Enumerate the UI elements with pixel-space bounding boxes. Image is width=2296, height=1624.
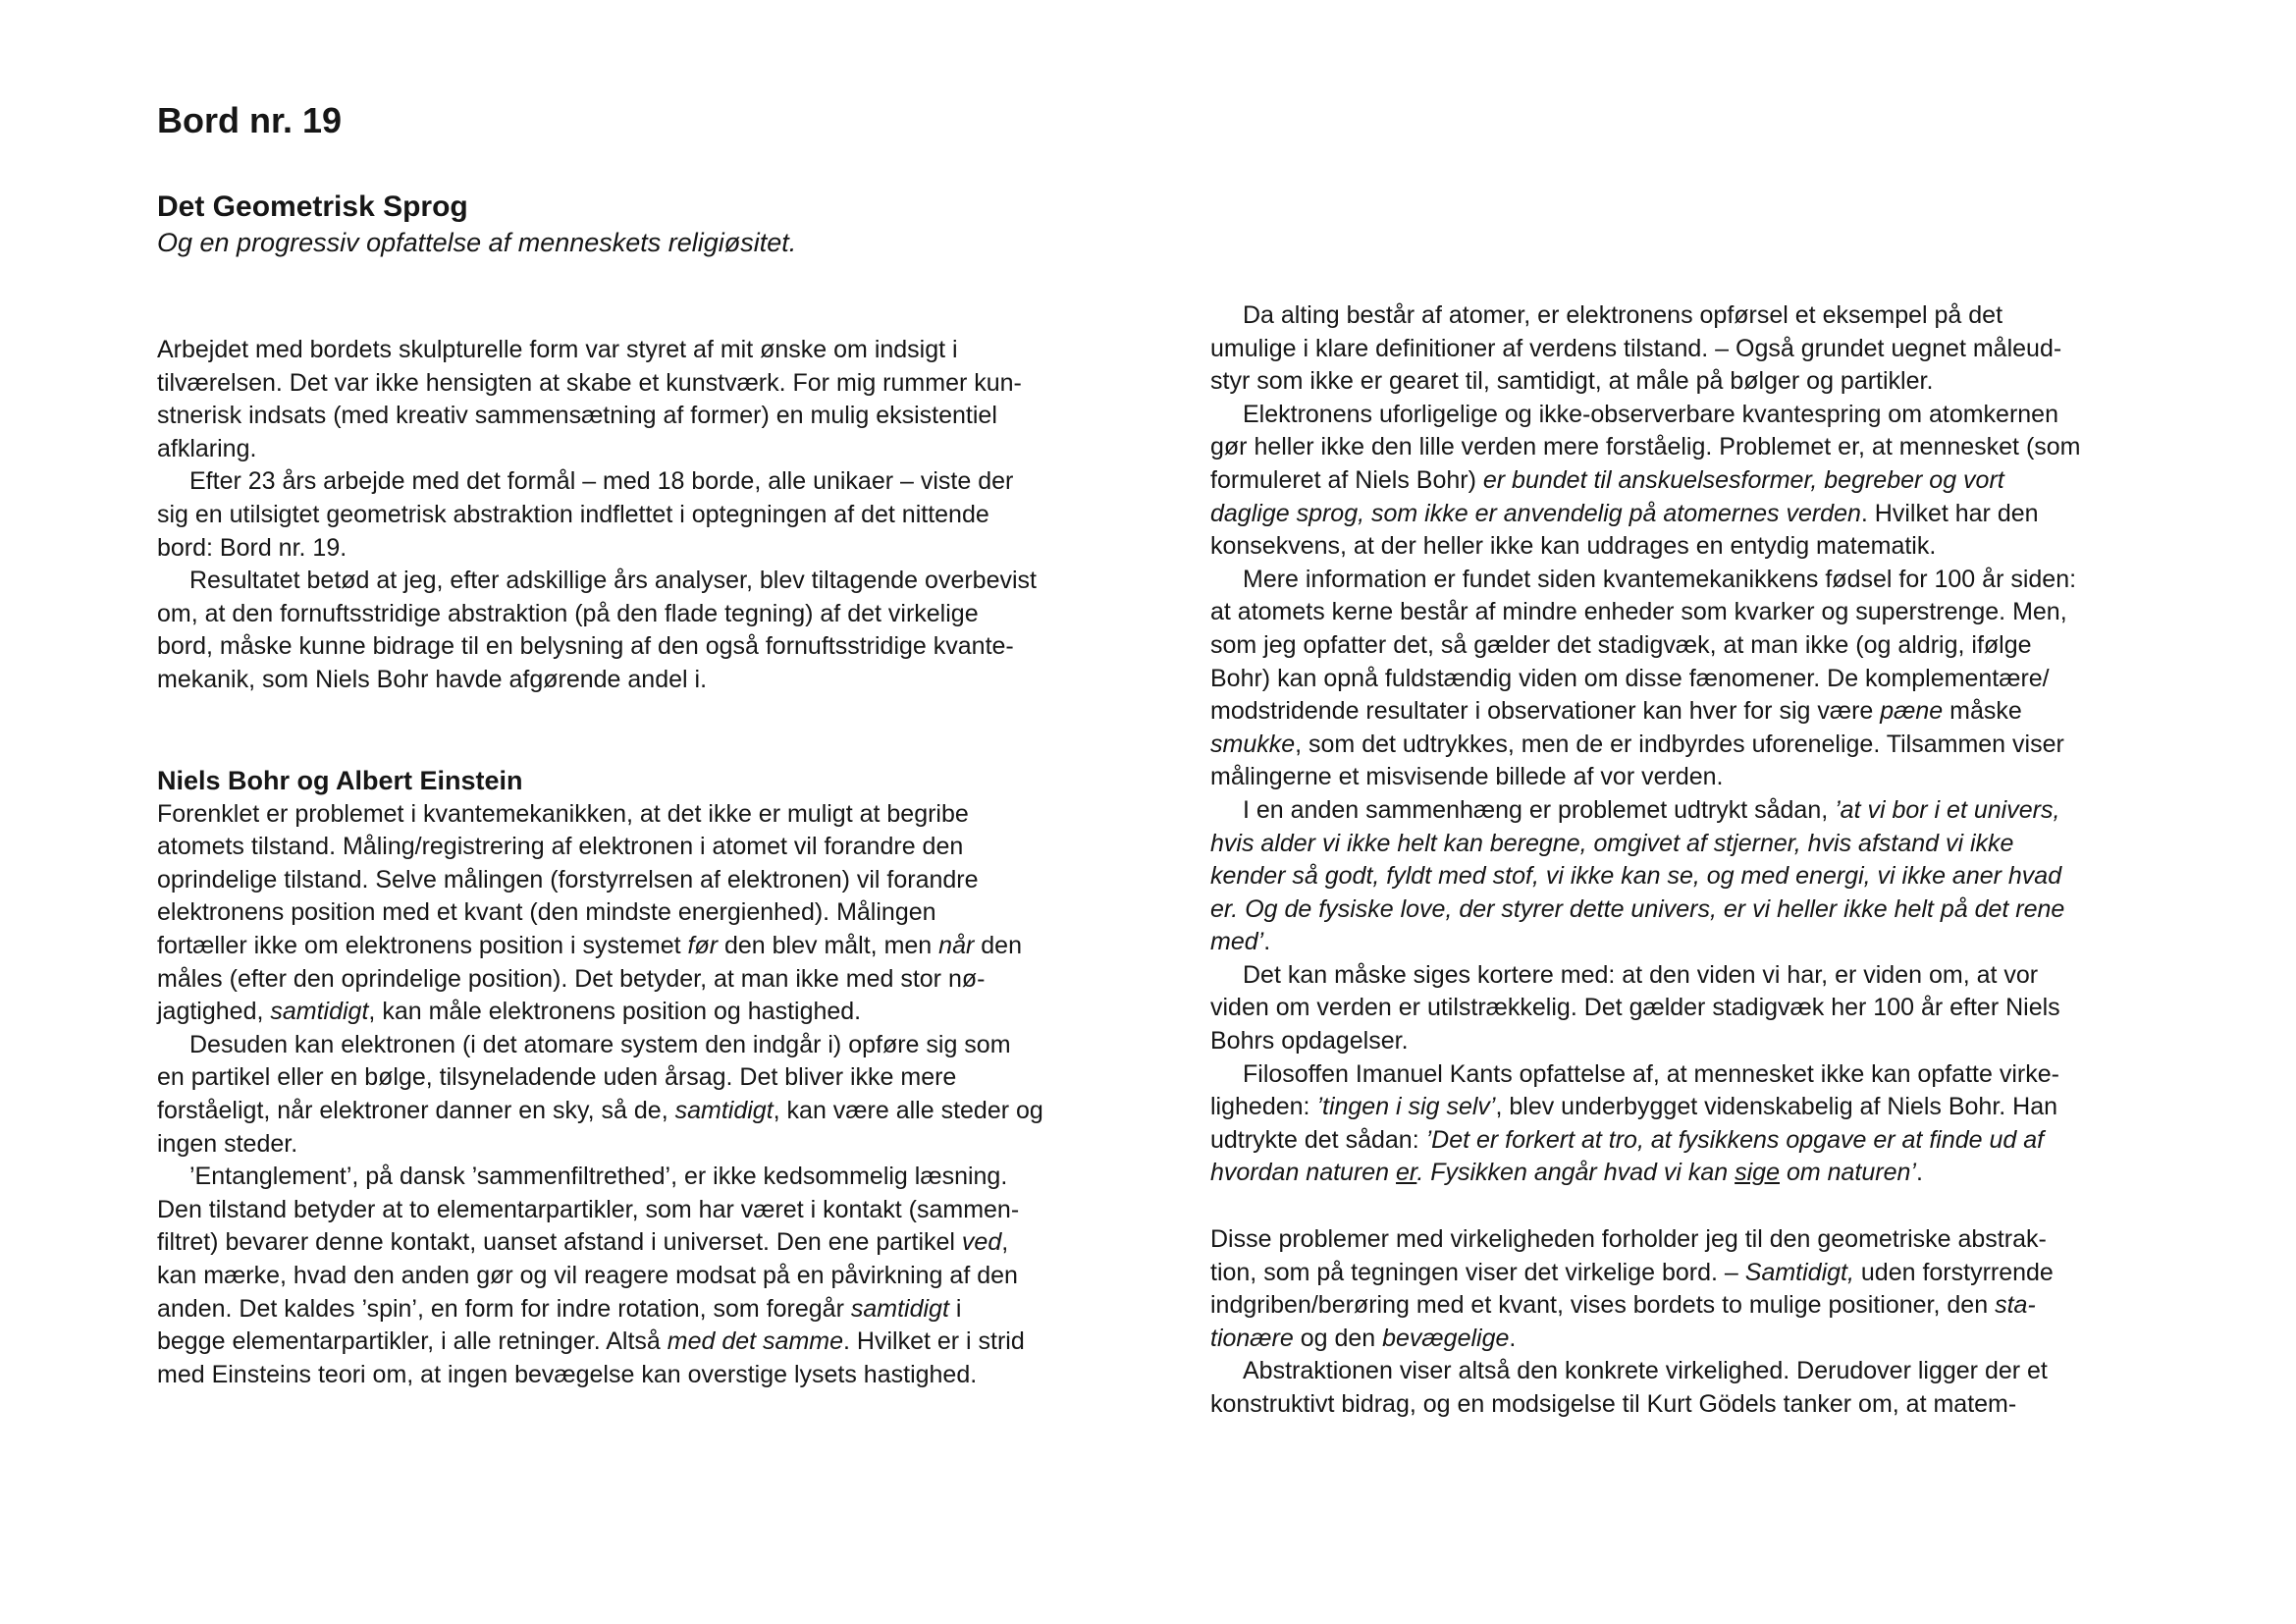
text-segment: formuleret af Niels Bohr) xyxy=(1210,465,1483,494)
text-segment: , kan måle elektronens position og hastighed. xyxy=(368,998,862,1026)
text-line xyxy=(1210,828,2182,861)
text-line xyxy=(1210,399,2182,432)
text-segment: bord: Bord nr. 19. xyxy=(157,533,347,562)
text-segment: gør heller ikke den lille verden mere forståelig. Problemet er, at mennesket (som xyxy=(1210,433,2081,461)
text-line xyxy=(157,664,1129,697)
text-segment: kan mærke, hvad den anden gør og vil reagere modsat på en påvirkning af den xyxy=(157,1261,1018,1289)
text-segment: måske xyxy=(1943,697,2022,726)
text-segment: afklaring. xyxy=(157,434,257,462)
paragraph xyxy=(1210,299,2182,399)
text-segment: . Hvilket har den xyxy=(1860,499,2039,527)
text-line xyxy=(1210,860,2182,893)
text-segment: om, at den fornuftsstridige abstraktion (på den flade tegning) af det virkelige xyxy=(157,599,979,627)
text-line xyxy=(157,963,1129,997)
text-line xyxy=(157,400,1129,433)
text-line xyxy=(1210,629,2182,663)
text-line xyxy=(157,1359,1129,1392)
text-line xyxy=(157,798,1129,832)
text-segment: . xyxy=(1263,928,1271,956)
text-segment: og den xyxy=(1293,1324,1383,1352)
text-line xyxy=(157,532,1129,566)
text-line xyxy=(157,1194,1129,1227)
paragraph xyxy=(1210,1058,2182,1190)
text-segment: som jeg opfatter det, så gælder det stadigvæk, at man ikke (og aldrig, ifølge xyxy=(1210,630,2032,659)
paragraph xyxy=(157,1029,1129,1161)
paragraph xyxy=(1210,959,2182,1058)
text-line xyxy=(157,1161,1129,1194)
text-segment: forståeligt, når elektroner danner en sky, så de, xyxy=(157,1096,675,1124)
text-line xyxy=(1210,1388,2182,1422)
text-segment: tilværelsen. Det var ikke hensigten at skabe et kunstværk. For mig rummer kun- xyxy=(157,368,1022,397)
text-segment: den xyxy=(974,931,1022,959)
text-line xyxy=(1210,365,2182,399)
text-segment: Efter 23 års arbejde med det formål – med 18 borde, alle unikaer – viste der xyxy=(189,467,1014,496)
text-line xyxy=(157,1293,1129,1326)
section-heading: Det Geometrisk Sprog xyxy=(157,190,468,223)
text-line xyxy=(1210,564,2182,597)
text-line xyxy=(157,864,1129,897)
text-line xyxy=(1210,333,2182,366)
emphasis-italic: med det samme xyxy=(667,1327,844,1356)
text-segment: konstruktivt bidrag, og en modsigelse til Kurt Gödels tanker om, at matem- xyxy=(1210,1389,2017,1418)
text-segment: anden. Det kaldes ’spin’, en form for indre rotation, som foregår xyxy=(157,1294,851,1323)
paragraph xyxy=(157,1161,1129,1391)
text-segment: oprindelige tilstand. Selve målingen (forstyrrelsen af elektronen) vil forandre xyxy=(157,865,979,893)
emphasis-italic: tionære xyxy=(1210,1324,1294,1352)
left-column-bohr-einstein xyxy=(157,765,1129,1391)
emphasis-italic: bevægelige xyxy=(1382,1324,1510,1352)
paragraph xyxy=(157,565,1129,696)
text-segment: . Hvilket er i strid xyxy=(843,1327,1025,1356)
text-segment: Den tilstand betyder at to elementarpartikler, som har været i kontakt (sammen- xyxy=(157,1195,1020,1223)
paragraph xyxy=(157,465,1129,565)
text-line xyxy=(157,1128,1129,1162)
text-line xyxy=(157,630,1129,664)
text-segment: Det kan måske siges kortere med: at den viden vi har, er viden om, at vor xyxy=(1243,960,2039,989)
text-line xyxy=(1210,761,2182,794)
emphasis-italic: . Fysikken angår hvad vi kan xyxy=(1416,1159,1735,1187)
text-line xyxy=(1210,1025,2182,1058)
text-segment: ingen steder. xyxy=(157,1129,298,1158)
text-segment: måles (efter den oprindelige position). Det betyder, at man ikke med stor nø- xyxy=(157,964,986,993)
text-segment: Resultatet betød at jeg, efter adskillige års analyser, blev tiltagende overbevist xyxy=(189,567,1037,595)
text-line xyxy=(1210,663,2182,696)
emphasis-underlined: sige xyxy=(1735,1159,1780,1187)
text-line xyxy=(1210,1289,2182,1323)
text-line xyxy=(157,996,1129,1029)
text-segment: , xyxy=(1001,1228,1009,1257)
text-segment: , som det udtrykkes, men de er indbyrdes uforenelige. Tilsammen viser xyxy=(1295,730,2064,758)
text-segment: elektronens position med et kvant (den mindste energienhed). Målingen xyxy=(157,898,936,927)
right-column-conclusion xyxy=(1210,1223,2182,1422)
text-line xyxy=(157,930,1129,963)
text-line xyxy=(157,334,1129,367)
text-line xyxy=(1210,729,2182,762)
text-line xyxy=(1210,1223,2182,1257)
text-segment: begge elementarpartikler, i alle retninger. Altså xyxy=(157,1327,667,1356)
emphasis-italic: om naturen’ xyxy=(1780,1159,1916,1187)
emphasis-italic: hvordan naturen xyxy=(1210,1159,1397,1187)
emphasis-italic: kender så godt, fyldt med stof, vi ikke kan se, og med energi, vi ikke aner hvad xyxy=(1210,862,2062,891)
paragraph xyxy=(157,334,1129,465)
text-segment: Filosoffen Imanuel Kants opfattelse af, at mennesket ikke kan opfatte virke- xyxy=(1243,1059,2059,1088)
text-line xyxy=(157,1226,1129,1260)
text-segment: konsekvens, at der heller ikke kan uddrages en entydig matematik. xyxy=(1210,532,1937,561)
emphasis-italic: sta- xyxy=(1995,1291,2036,1320)
paragraph xyxy=(1210,1355,2182,1421)
text-line xyxy=(1210,992,2182,1025)
paragraph xyxy=(1210,794,2182,959)
emphasis-italic: samtidigt xyxy=(674,1096,774,1124)
text-segment: i xyxy=(948,1294,962,1323)
text-segment: Arbejdet med bordets skulpturelle form var styret af mit ønske om indsigt i xyxy=(157,336,958,363)
text-segment: atomets tilstand. Måling/registrering af elektronen i atomet vil forandre den xyxy=(157,833,964,861)
text-segment: bord, måske kunne bidrage til en belysning af den også fornuftsstridige kvante- xyxy=(157,632,1014,661)
text-segment: styr som ikke er gearet til, samtidigt, at måle på bølger og partikler. xyxy=(1210,367,1934,396)
text-line xyxy=(1210,1355,2182,1388)
text-line xyxy=(157,1326,1129,1359)
text-segment: Desuden kan elektronen (i det atomare system den indgår i) opføre sig som xyxy=(189,1030,1011,1058)
text-segment: Disse problemer med virkeligheden forholder jeg til den geometriske abstrak- xyxy=(1210,1225,2047,1253)
text-segment: Mere information er fundet siden kvantemekanikkens fødsel for 100 år siden: xyxy=(1243,565,2077,593)
text-line xyxy=(1210,926,2182,959)
text-segment: , kan være alle steder og xyxy=(773,1096,1043,1124)
text-line xyxy=(157,367,1129,401)
text-line xyxy=(1210,299,2182,333)
text-segment: tion, som på tegningen viser det virkelige bord. – xyxy=(1210,1258,1745,1286)
text-segment: udtrykte det sådan: xyxy=(1210,1125,1426,1154)
text-line xyxy=(1210,1091,2182,1124)
text-segment: Elektronens uforligelige og ikke-observerbare kvantespring om atomkernen xyxy=(1243,400,2058,428)
text-segment: Bohr) kan opnå fuldstændig viden om disse fænomener. De komplementære/ xyxy=(1210,664,2050,692)
subsection-heading: Niels Bohr og Albert Einstein xyxy=(157,766,523,795)
text-segment: jagtighed, xyxy=(157,998,271,1026)
emphasis-italic: daglige sprog, som ikke er anvendelig på atomernes verden xyxy=(1210,499,1861,527)
text-line xyxy=(1210,530,2182,564)
emphasis-italic: smukke xyxy=(1210,730,1296,758)
left-column-intro xyxy=(157,334,1129,697)
text-line xyxy=(157,1029,1129,1062)
text-segment: målingerne et misvisende billede af vor verden. xyxy=(1210,763,1724,791)
text-line xyxy=(157,1061,1129,1095)
text-line xyxy=(157,1260,1129,1293)
text-segment: Bohrs opdagelser. xyxy=(1210,1027,1409,1056)
emphasis-italic: samtidigt xyxy=(270,998,369,1026)
emphasis-italic: er. Og de fysiske love, der styrer dette univers, er vi heller ikke helt på det rene xyxy=(1210,894,2065,923)
text-segment: ’Entanglement’, på dansk ’sammenfiltrethed’, er ikke kedsommelig læsning. xyxy=(189,1163,1008,1191)
text-line xyxy=(1210,596,2182,629)
text-segment: umulige i klare definitioner af verdens tilstand. – Også grundet uegnet måleud- xyxy=(1210,334,2062,362)
text-segment: en partikel eller en bølge, tilsyneladende uden årsag. Det bliver ikke mere xyxy=(157,1063,957,1092)
emphasis-italic: er bundet til anskuelsesformer, begreber og vort xyxy=(1482,465,2004,494)
emphasis-italic: hvis alder vi ikke helt kan beregne, omgivet af stjerner, hvis afstand vi ikke xyxy=(1210,829,2014,857)
text-line xyxy=(157,465,1129,499)
paragraph xyxy=(1210,1223,2182,1355)
right-column-main xyxy=(1210,299,2182,1190)
text-segment: modstridende resultater i observationer kan hver for sig være xyxy=(1210,697,1881,726)
text-segment: indgriben/berøring med et kvant, vises bordets to mulige positioner, den xyxy=(1210,1291,1996,1320)
text-segment: Abstraktionen viser altså den konkrete virkelighed. Derudover ligger der et xyxy=(1243,1357,2048,1385)
text-segment: I en anden sammenhæng er problemet udtrykt sådan, xyxy=(1243,795,1836,824)
paragraph xyxy=(157,798,1129,1029)
text-segment: den blev målt, men xyxy=(718,931,939,959)
text-line xyxy=(157,1095,1129,1128)
text-line xyxy=(1210,794,2182,828)
text-segment: Forenklet er problemet i kvantemekanikken, at det ikke er muligt at begribe xyxy=(157,799,969,828)
text-segment: at atomets kerne består af mindre enheder som kvarker og superstrenge. Men, xyxy=(1210,598,2067,626)
emphasis-italic: når xyxy=(938,931,975,959)
page-title: Bord nr. 19 xyxy=(157,100,343,140)
text-line xyxy=(157,598,1129,631)
emphasis-underlined: er xyxy=(1396,1159,1417,1187)
text-line xyxy=(1210,431,2182,464)
emphasis-italic: med’ xyxy=(1210,928,1264,956)
text-line xyxy=(157,831,1129,864)
text-segment: . xyxy=(1509,1324,1517,1352)
emphasis-italic: pæne xyxy=(1880,697,1944,726)
text-segment: filtret) bevarer denne kontakt, uanset afstand i universet. Den ene partikel xyxy=(157,1228,962,1257)
paragraph xyxy=(1210,399,2182,564)
emphasis-italic: før xyxy=(687,931,719,959)
text-segment: viden om verden er utilstrækkelig. Det gælder stadigvæk her 100 år efter Niels xyxy=(1210,994,2060,1022)
text-line xyxy=(1210,1257,2182,1290)
text-line xyxy=(1210,1157,2182,1190)
text-segment: uden forstyrrende xyxy=(1853,1258,2054,1286)
text-segment: sig en utilsigtet geometrisk abstraktion indflettet i optegningen af det nittende xyxy=(157,500,989,528)
text-line xyxy=(1210,959,2182,993)
emphasis-italic: ’Det er forkert at tro, at fysikkens opgave er at finde ud af xyxy=(1425,1125,2045,1154)
emphasis-italic: ’tingen i sig selv’ xyxy=(1316,1093,1496,1121)
text-line xyxy=(157,499,1129,532)
text-line xyxy=(157,565,1129,598)
text-line xyxy=(1210,498,2182,531)
text-segment: . xyxy=(1915,1159,1923,1187)
emphasis-italic: ’at vi bor i et univers, xyxy=(1835,795,2060,824)
text-line xyxy=(1210,695,2182,729)
text-segment: med Einsteins teori om, at ingen bevægelse kan overstige lysets hastighed. xyxy=(157,1360,978,1388)
text-segment: stnerisk indsats (med kreativ sammensætning af former) en mulig eksistentiel xyxy=(157,402,997,430)
text-line xyxy=(1210,1323,2182,1356)
emphasis-italic: Samtidigt, xyxy=(1744,1258,1854,1286)
text-segment: , blev underbygget videnskabelig af Niels Bohr. Han xyxy=(1495,1093,2058,1121)
emphasis-italic: samtidigt xyxy=(850,1294,949,1323)
text-line xyxy=(157,433,1129,466)
section-subtitle: Og en progressiv opfattelse af menneskets religiøsitet. xyxy=(157,228,797,257)
text-segment: fortæller ikke om elektronens position i systemet xyxy=(157,931,688,959)
text-line xyxy=(1210,1124,2182,1158)
text-segment: ligheden: xyxy=(1210,1093,1317,1121)
text-line xyxy=(1210,1058,2182,1092)
text-segment: mekanik, som Niels Bohr havde afgørende andel i. xyxy=(157,665,708,693)
text-line xyxy=(157,896,1129,930)
text-segment: Da alting består af atomer, er elektronens opførsel et eksempel på det xyxy=(1243,301,2003,329)
text-line xyxy=(1210,893,2182,927)
text-line xyxy=(1210,464,2182,498)
paragraph xyxy=(1210,564,2182,794)
emphasis-italic: ved xyxy=(961,1228,1002,1257)
